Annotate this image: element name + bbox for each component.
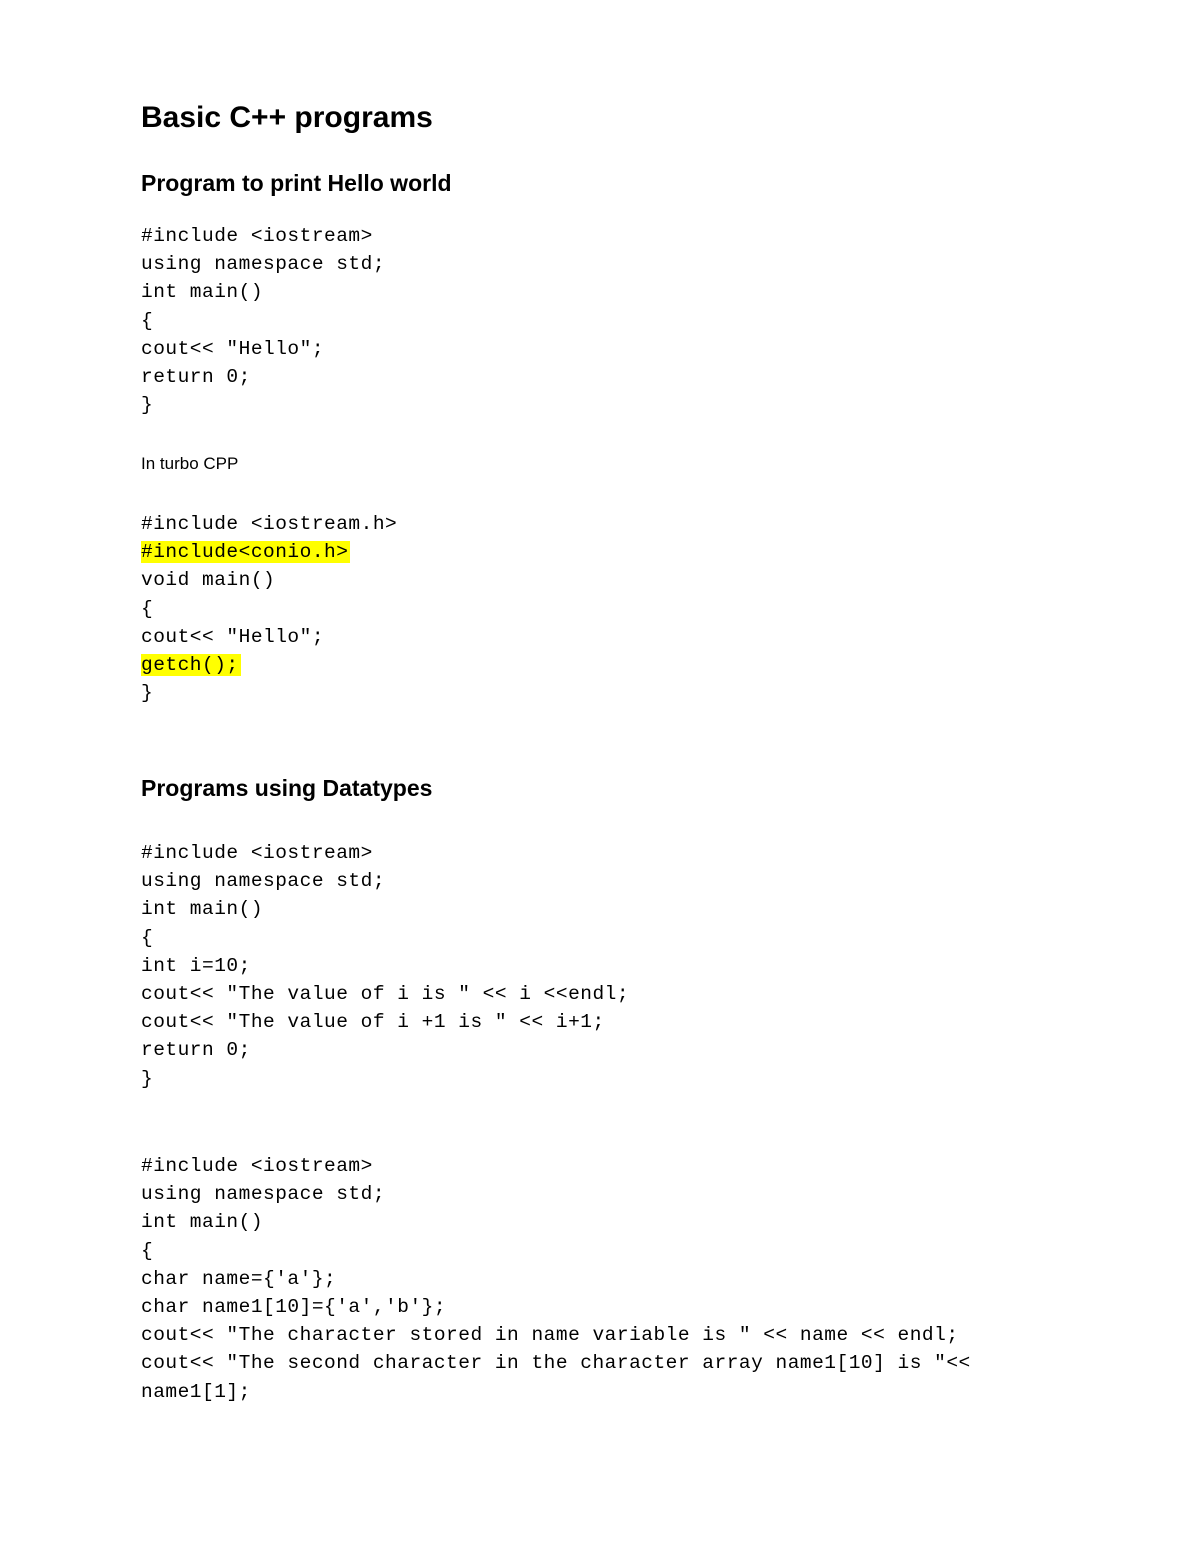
code-line [141, 623, 397, 651]
code-block-char-datatype [141, 1152, 971, 1406]
code-line-text: #include <iostream.h> [141, 513, 398, 535]
code-line: return 0; [141, 365, 251, 388]
code-line-highlighted [141, 651, 397, 679]
turbo-cpp-note: In turbo CPP [141, 454, 239, 473]
code-line [141, 679, 397, 707]
code-line: using namespace std; [141, 1183, 386, 1206]
code-line-text: } [141, 682, 154, 705]
code-line: int i=10; [141, 954, 251, 977]
code-block-hello-standard [141, 222, 385, 419]
code-line: return 0; [141, 1039, 251, 1062]
code-line: int main() [141, 281, 264, 304]
code-line: cout<< "The value of i is " << i <<endl; [141, 982, 630, 1005]
section-heading-hello-world: Program to print Hello world [141, 170, 452, 196]
section-heading-datatypes: Programs using Datatypes [141, 775, 433, 801]
code-line [141, 566, 397, 594]
code-line: { [141, 1239, 154, 1262]
code-line [141, 595, 397, 623]
code-block-int-datatype [141, 839, 629, 1093]
code-line: } [141, 394, 154, 417]
code-line: using namespace std; [141, 253, 386, 276]
code-line: char name1[10]={'a','b'}; [141, 1295, 447, 1318]
code-line: using namespace std; [141, 870, 386, 893]
document-title: Basic C++ programs [141, 101, 433, 134]
code-line: cout<< "Hello"; [141, 337, 325, 360]
code-line: cout<< "The value of i +1 is " << i+1; [141, 1011, 605, 1034]
code-line-text: { [141, 597, 154, 620]
code-line-text: cout<< "Hello"; [141, 625, 325, 648]
code-line: { [141, 309, 154, 332]
code-line: char name={'a'}; [141, 1267, 337, 1290]
code-line: name1[1]; [141, 1380, 251, 1403]
code-block-hello-turbo [141, 510, 397, 707]
code-line: #include <iostream> [141, 225, 373, 247]
code-line: #include <iostream> [141, 842, 373, 864]
code-line: cout<< "The second character in the character array name1[10] is "<< [141, 1352, 971, 1375]
code-line [141, 510, 397, 538]
code-line: cout<< "The character stored in name variable is " << name << endl; [141, 1324, 959, 1347]
code-line-text: #include<conio.h> [141, 541, 349, 564]
code-line: #include <iostream> [141, 1155, 373, 1177]
code-line: int main() [141, 1211, 264, 1234]
code-line-text: getch(); [141, 653, 239, 676]
code-line-text: void main() [141, 569, 276, 592]
code-line-highlighted [141, 538, 397, 566]
code-line: { [141, 926, 154, 949]
code-line: } [141, 1067, 154, 1090]
code-line: int main() [141, 898, 264, 921]
